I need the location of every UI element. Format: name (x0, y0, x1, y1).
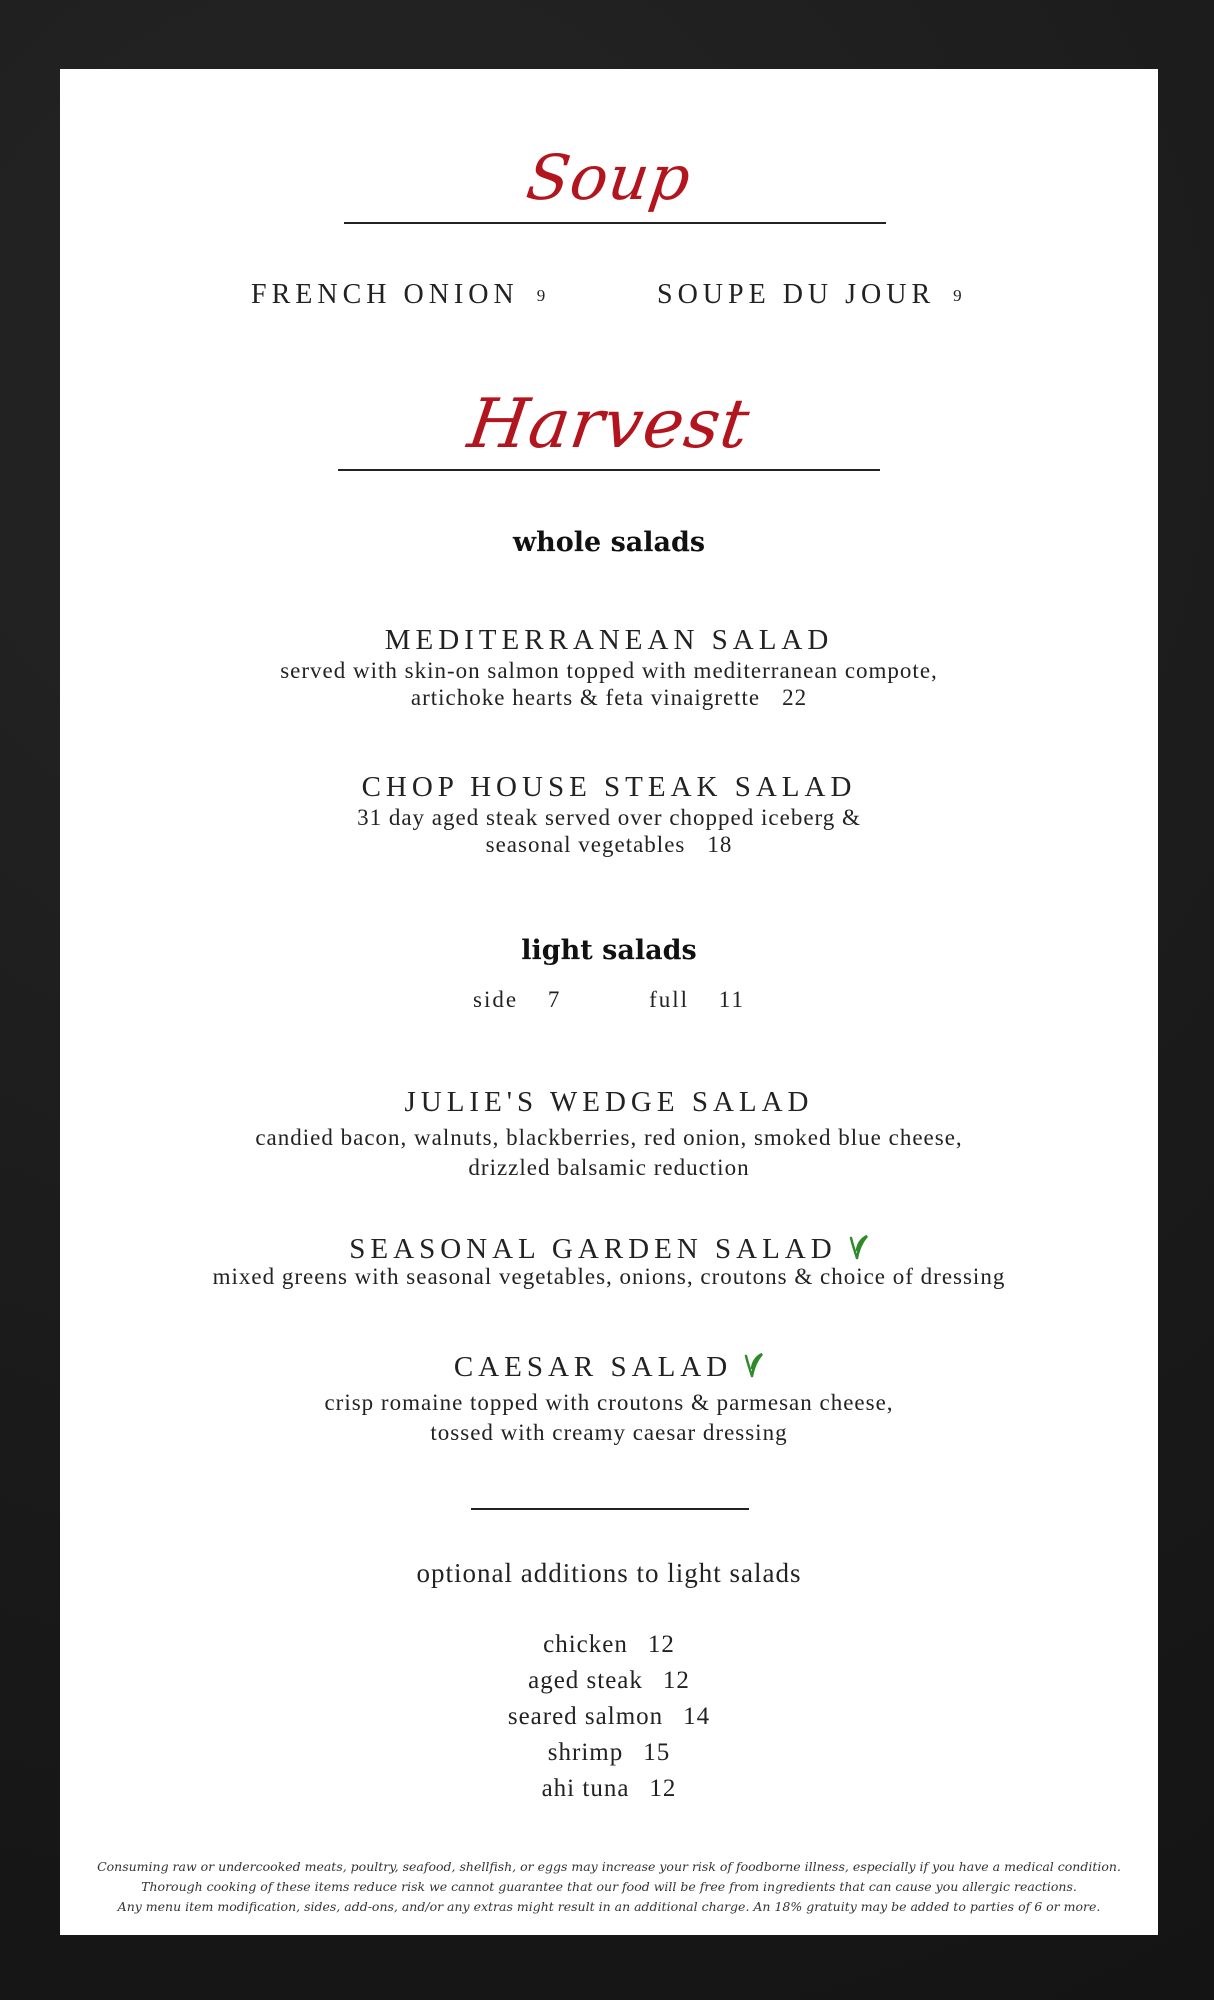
menu-item-name: CAESAR SALAD (453, 1351, 733, 1383)
menu-item-title: MEDITERRANEAN SALAD (384, 624, 834, 656)
description-text: artichoke hearts & feta vinaigrette (410, 685, 761, 710)
description-line: drizzled balsamic reduction (468, 1155, 750, 1180)
addition-name: shrimp (547, 1739, 624, 1766)
soup-item-name: FRENCH ONION (251, 279, 519, 310)
addition-item (60, 1627, 1158, 1663)
addition-price: 12 (647, 1631, 675, 1658)
addition-name: ahi tuna (541, 1775, 630, 1802)
side-label: side (473, 987, 519, 1012)
whole-salads-heading: whole salads (512, 527, 706, 558)
disclaimer-line: Thorough cooking of these items reduce risk we cannot guarantee that our food will be free from ingredients that can cause you allergic reactions. (141, 1879, 1077, 1894)
description-line: crisp romaine topped with croutons & parmesan cheese, (324, 1390, 894, 1415)
addition-item (60, 1663, 1158, 1699)
disclaimer-line: Consuming raw or undercooked meats, poultry, seafood, shellfish, or eggs may increase your risk of foodborne illness, especially if you have a medical condition. (97, 1859, 1121, 1874)
disclaimer-line: Any menu item modification, sides, add-ons, and/or any extras might result in an additional charge. An 18% gratuity may be added to parties of 6 or more. (117, 1899, 1101, 1914)
addition-item (60, 1735, 1158, 1771)
soup-item-soupe-du-jour (657, 279, 962, 311)
harvest-divider (338, 469, 880, 471)
menu-item-description (60, 804, 1158, 858)
addition-name: chicken (543, 1631, 628, 1658)
description-line (60, 684, 1158, 711)
menu-item-title (60, 1233, 1158, 1266)
additions-heading: optional additions to light salads (416, 1558, 802, 1588)
side-price: 7 (547, 987, 562, 1012)
menu-item-description (60, 1123, 1158, 1183)
description-line: mixed greens with seasonal vegetables, onions, croutons & choice of dressing (212, 1264, 1006, 1289)
full-label: full (649, 987, 690, 1012)
addition-item (60, 1771, 1158, 1807)
leaf-icon (847, 1234, 869, 1264)
soup-item-price: 9 (536, 286, 546, 305)
addition-price: 15 (643, 1739, 671, 1766)
soup-item-french-onion (251, 279, 545, 311)
description-line: tossed with creamy caesar dressing (430, 1420, 788, 1445)
soup-divider (344, 222, 886, 224)
description-text: seasonal vegetables (485, 832, 686, 857)
description-line: candied bacon, walnuts, blackberries, red onion, smoked blue cheese, (255, 1125, 963, 1150)
menu-item-price: 22 (782, 685, 808, 710)
description-line: 31 day aged steak served over chopped iceberg & (357, 805, 861, 830)
additions-divider (471, 1508, 749, 1510)
soup-item-name: SOUPE DU JOUR (657, 279, 936, 310)
light-salads-heading: light salads (521, 935, 697, 966)
menu-item-title: CHOP HOUSE STEAK SALAD (361, 771, 857, 803)
addition-name: aged steak (528, 1667, 643, 1694)
menu-item-title: JULIE'S WEDGE SALAD (404, 1086, 814, 1118)
additions-list (60, 1627, 1158, 1807)
menu-item-name: SEASONAL GARDEN SALAD (349, 1233, 837, 1265)
addition-price: 12 (662, 1667, 690, 1694)
full-price: 11 (718, 987, 745, 1012)
menu-item-title (60, 1351, 1158, 1384)
description-line (60, 831, 1158, 858)
menu-item-description (60, 657, 1158, 711)
addition-name: seared salmon (507, 1703, 664, 1730)
menu-item-description (60, 1388, 1158, 1448)
soup-heading: Soup (522, 141, 696, 214)
menu-page (60, 69, 1158, 1935)
harvest-heading: Harvest (463, 385, 755, 464)
leaf-icon (742, 1352, 764, 1382)
addition-price: 14 (683, 1703, 711, 1730)
light-salads-prices (60, 987, 1158, 1013)
addition-item (60, 1699, 1158, 1735)
menu-item-price: 18 (707, 832, 733, 857)
description-line: served with skin-on salmon topped with mediterranean compote, (280, 658, 938, 683)
disclaimer (60, 1857, 1158, 1917)
soup-item-price: 9 (953, 286, 962, 305)
menu-item-description (60, 1263, 1158, 1290)
addition-price: 12 (649, 1775, 677, 1802)
